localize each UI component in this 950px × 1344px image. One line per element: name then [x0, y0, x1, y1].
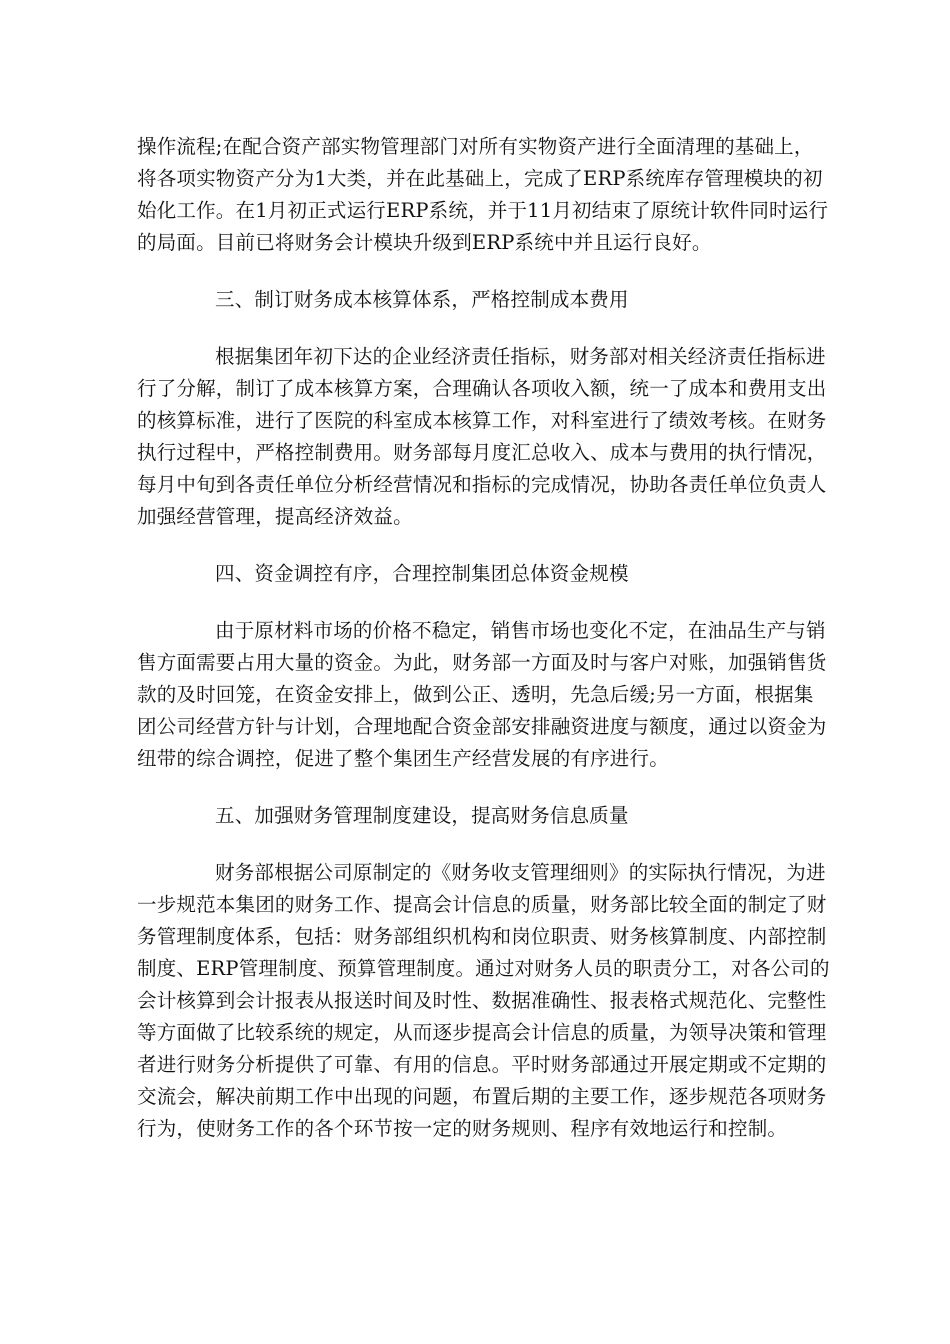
- section-heading: 三、制订财务成本核算体系，严格控制成本费用: [215, 288, 629, 311]
- text-line: 款的及时回笼，在资金安排上，做到公正、透明，先急后缓;另一方面，根据集: [137, 683, 814, 706]
- text-line: 每月中旬到各责任单位分析经营情况和指标的完成情况，协助各责任单位负责人: [137, 473, 827, 496]
- section-heading: 五、加强财务管理制度建设，提高财务信息质量: [215, 804, 629, 827]
- text-line: 始化工作。在1月初正式运行ERP系统，并于11月初结束了原统计软件同时运行: [137, 199, 829, 222]
- text-line: 执行过程中，严格控制费用。财务部每月度汇总收入、成本与费用的执行情况，: [137, 441, 827, 464]
- text-line: 交流会，解决前期工作中出现的问题，布置后期的主要工作，逐步规范各项财务: [137, 1085, 827, 1108]
- spacer: [137, 775, 809, 800]
- spacer: [137, 316, 809, 341]
- text-line: 纽带的综合调控，促进了整个集团生产经营发展的有序进行。: [137, 747, 669, 770]
- text-line: 务管理制度体系，包括：财务部组织机构和岗位职责、财务核算制度、内部控制: [137, 925, 827, 948]
- text-line: 操作流程;在配合资产部实物管理部门对所有实物资产进行全面清理的基础上，: [137, 135, 814, 158]
- text-line: 财务部根据公司原制定的《财务收支管理细则》的实际执行情况，为进: [215, 861, 826, 884]
- text-line: 售方面需要占用大量的资金。为此，财务部一方面及时与客户对账，加强销售货: [137, 651, 827, 674]
- text-line: 根据集团年初下达的企业经济责任指标，财务部对相关经济责任指标进: [215, 345, 826, 368]
- section5-paragraph: [137, 857, 830, 1145]
- section4-paragraph: [137, 615, 827, 775]
- text-line: 由于原材料市场的价格不稳定，销售市场也变化不定，在油品生产与销: [215, 619, 826, 642]
- text-line: 团公司经营方针与计划，合理地配合资金部安排融资进度与额度，通过以资金为: [137, 715, 827, 738]
- spacer: [137, 590, 809, 615]
- spacer: [137, 259, 809, 284]
- intro-paragraph: [137, 131, 829, 259]
- text-line: 者进行财务分析提供了可靠、有用的信息。平时财务部通过开展定期或不定期的: [137, 1053, 827, 1076]
- section-heading: 四、资金调控有序，合理控制集团总体资金规模: [215, 562, 629, 585]
- text-line: 等方面做了比较系统的规定，从而逐步提高会计信息的质量，为领导决策和管理: [137, 1021, 827, 1044]
- text-line: 制度、ERP管理制度、预算管理制度。通过对财务人员的职责分工，对各公司的: [137, 957, 830, 980]
- text-line: 的核算标准，进行了医院的科室成本核算工作，对科室进行了绩效考核。在财务: [137, 409, 827, 432]
- text-line: 将各项实物资产分为1大类，并在此基础上，完成了ERP系统库存管理模块的初: [137, 167, 823, 190]
- section3-paragraph: [137, 341, 827, 533]
- text-line: 会计核算到会计报表从报送时间及时性、数据准确性、报表格式规范化、完整性: [137, 989, 827, 1012]
- text-line: 加强经营管理，提高经济效益。: [137, 505, 413, 528]
- spacer: [137, 832, 809, 857]
- text-line: 行了分解，制订了成本核算方案，合理确认各项收入额，统一了成本和费用支出: [137, 377, 827, 400]
- text-line: 行为，使财务工作的各个环节按一定的财务规则、程序有效地运行和控制。: [137, 1117, 788, 1140]
- spacer: [137, 533, 809, 558]
- document-body: [137, 131, 830, 1145]
- text-line: 的局面。目前已将财务会计模块升级到ERP系统中并且运行良好。: [137, 231, 712, 254]
- text-line: 一步规范本集团的财务工作、提高会计信息的质量，财务部比较全面的制定了财: [137, 893, 827, 916]
